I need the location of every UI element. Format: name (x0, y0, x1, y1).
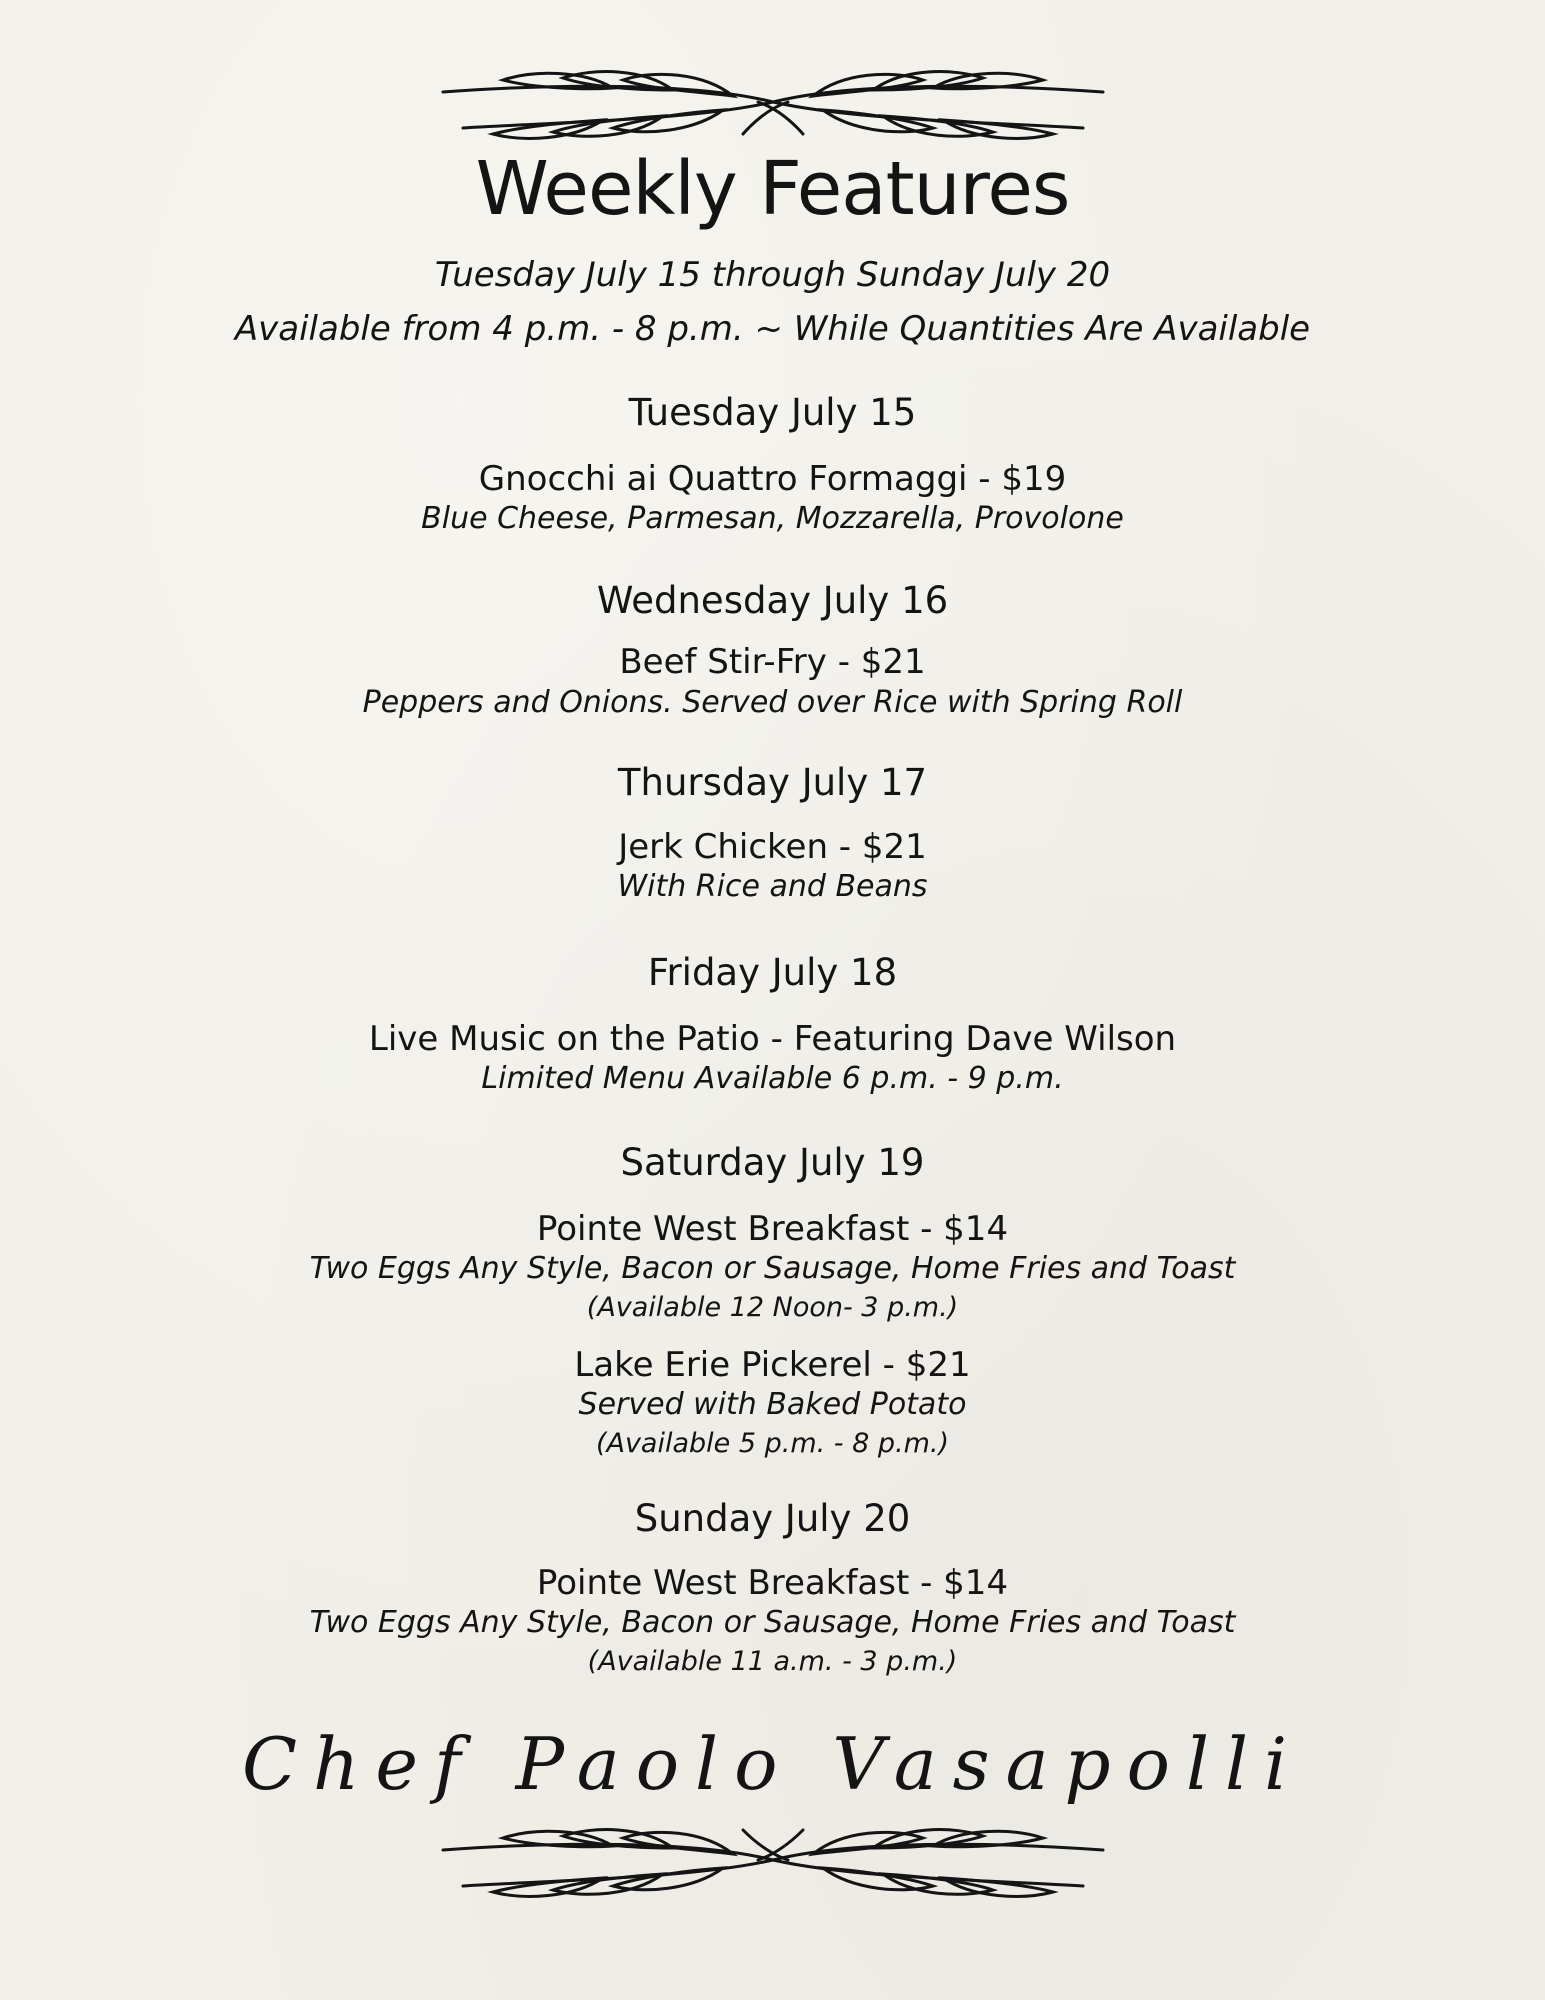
page-title: Weekly Features (475, 146, 1070, 232)
dish-description: Blue Cheese, Parmesan, Mozzarella, Provolone (421, 501, 1124, 536)
dish-name: Pointe West Breakfast - $14 (536, 1209, 1009, 1249)
day-heading: Tuesday July 15 (628, 391, 917, 434)
availability-note: Available from 4 p.m. - 8 p.m. ~ While Quantities Are Available (234, 309, 1311, 349)
dish-description: Served with Baked Potato (578, 1387, 967, 1422)
dish-availability: (Available 5 p.m. - 8 p.m.) (595, 1428, 950, 1459)
day-heading: Wednesday July 16 (596, 579, 949, 622)
day-heading: Thursday July 17 (617, 761, 928, 804)
dish-availability: (Available 12 Noon- 3 p.m.) (586, 1292, 959, 1323)
dish-availability: (Available 11 a.m. - 3 p.m.) (587, 1646, 958, 1677)
dish-name: Beef Stir-Fry - $21 (619, 642, 926, 682)
dish-name: Lake Erie Pickerel - $21 (574, 1345, 971, 1385)
day-heading: Sunday July 20 (634, 1497, 911, 1540)
dish-description: Two Eggs Any Style, Bacon or Sausage, Home Fries and Toast (309, 1605, 1236, 1640)
dish-description: Two Eggs Any Style, Bacon or Sausage, Home Fries and Toast (309, 1251, 1236, 1286)
laurel-branch-icon (0, 1820, 1545, 1900)
dish-name: Live Music on the Patio - Featuring Dave Wilson (368, 1019, 1177, 1059)
date-range: Tuesday July 15 through Sunday July 20 (434, 255, 1111, 295)
dish-description: Peppers and Onions. Served over Rice with Spring Roll (362, 685, 1183, 720)
dish-description: Limited Menu Available 6 p.m. - 9 p.m. (481, 1061, 1064, 1096)
day-heading: Saturday July 19 (620, 1141, 925, 1184)
dish-name: Gnocchi ai Quattro Formaggi - $19 (478, 459, 1067, 499)
dish-name: Pointe West Breakfast - $14 (536, 1563, 1009, 1603)
chef-signature: Chef Paolo Vasapolli (241, 1722, 1304, 1806)
laurel-branch-icon (0, 62, 1545, 142)
day-heading: Friday July 18 (647, 951, 898, 994)
dish-description: With Rice and Beans (617, 869, 928, 904)
dish-name: Jerk Chicken - $21 (618, 827, 927, 867)
